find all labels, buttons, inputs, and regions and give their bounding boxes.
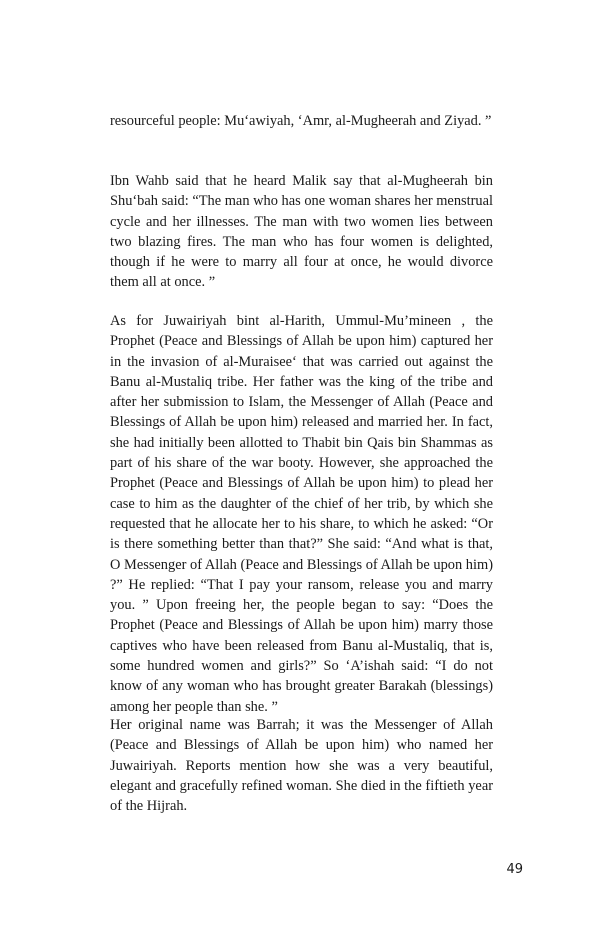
page-number: 49 — [506, 862, 523, 877]
paragraph-text: As for Juwairiyah bint al-Harith, Ummul-Mu’mineen , the Prophet (Peace and Blessings of Allah be upon him) captured her in the invasion of al-Muraisee‘ that was carried out against the Banu al-Mustaliq tribe. Her father was the king of the tribe and after her submission to Islam, the Messenger of Allah (Peace and Blessings of Allah be upon him) released and married her. In fact, she had initially been allotted to Thabit bin Qais bin Shammas as part of his share of the war booty. However, she approached the Prophet (Peace and Blessings of Allah be upon him) to plead her case to him as the daughter of the chief of her trib, by which she requested that he allocate her to his share, to which he asked: “Or is there something better than that?” She said: “And what is that, O Messenger of Allah (Peace and Blessings of Allah be upon him) ?” He replied: “That I pay your ransom, release you and marry you. ” Upon freeing her, the people began to say: “Does the Prophet (Peace and Blessings of Allah be upon him) marry those captives who have been released from Banu al-Mustaliq, that is, some hundred women and girls?” So ‘A’ishah said: “I do not know of any woman who has brought greater Barakah (blessings) among her people than she. ” — [110, 313, 493, 715]
paragraph-ibn-wahb — [110, 171, 493, 293]
paragraph-text: resourceful people: Mu‘awiyah, ‘Amr, al-Mugheerah and Ziyad. ” — [110, 113, 492, 129]
paragraph-text: Her original name was Barrah; it was the Messenger of Allah (Peace and Blessings of Allah be upon him) who named her Juwairiyah. Reports mention how she was a very beautiful, elegant and gracefully refined woman. She died in the fiftieth year of the Hijrah. — [110, 717, 493, 815]
paragraph-text: Ibn Wahb said that he heard Malik say that al-Mugheerah bin Shu‘bah said: “The man who has one woman shares her menstrual cycle and her illnesses. The man with two women lies between two blazing fires. The man who has four women is delighted, though if he were to marry all four at once, he would divorce them all at once. ” — [110, 173, 493, 291]
paragraph-juwairiyah — [110, 311, 493, 717]
paragraph-continuation — [110, 111, 493, 131]
paragraph-original-name — [110, 715, 493, 816]
